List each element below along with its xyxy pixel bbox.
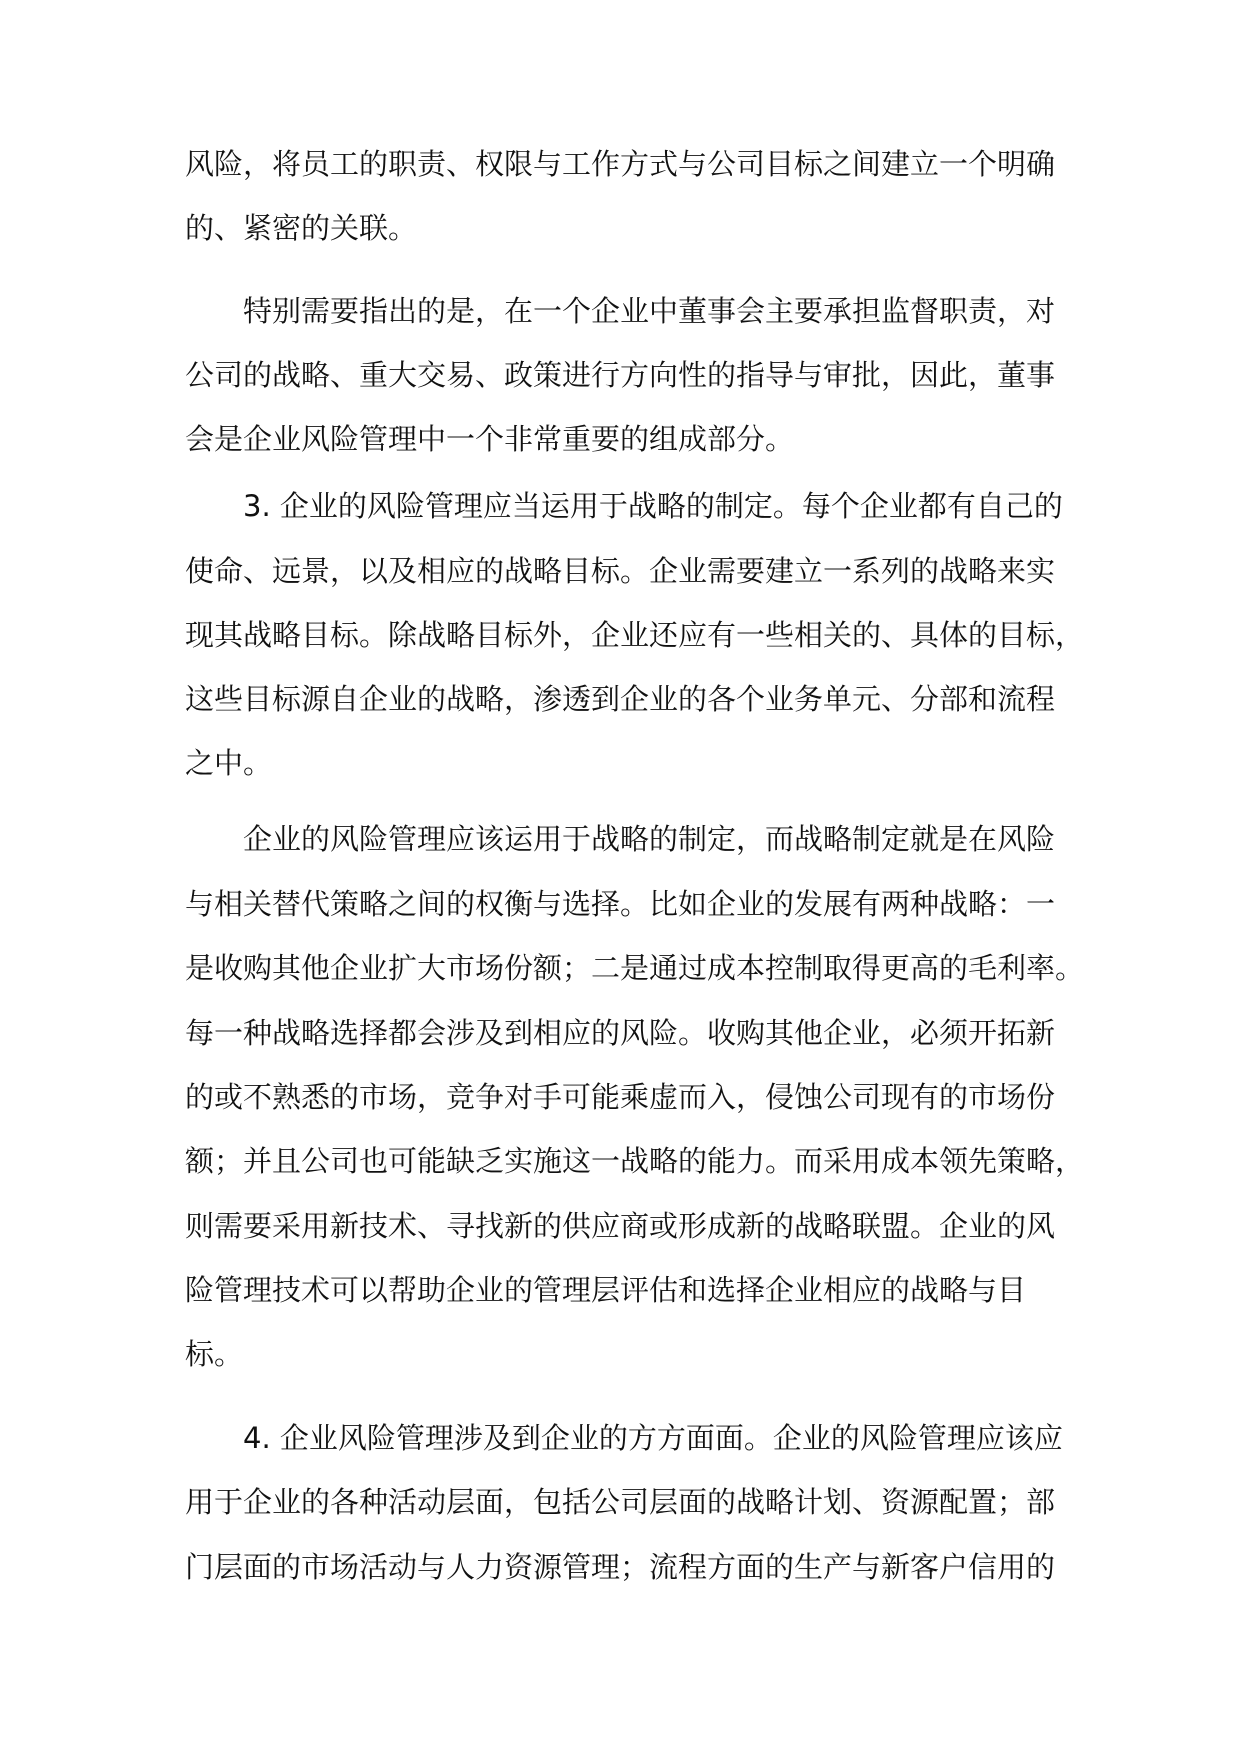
text-line: 与相关替代策略之间的权衡与选择。比如企业的发展有两种战略：一 — [185, 887, 1056, 921]
text-line: 现其战略目标。除战略目标外，企业还应有一些相关的、具体的目标， — [185, 618, 1085, 652]
text-line: 特别需要指出的是，在一个企业中董事会主要承担监督职责，对 — [243, 294, 1056, 328]
text-line: 的、紧密的关联。 — [185, 211, 418, 245]
text-line: 是收购其他企业扩大市场份额；二是通过成本控制取得更高的毛利率。 — [185, 951, 1085, 985]
text-line: 的或不熟悉的市场，竞争对手可能乘虚而入，侵蚀公司现有的市场份 — [185, 1080, 1056, 1114]
text-line: 之中。 — [185, 746, 273, 780]
text-line: 公司的战略、重大交易、政策进行方向性的指导与审批，因此，董事 — [185, 358, 1056, 392]
text-line: 这些目标源自企业的战略，渗透到企业的各个业务单元、分部和流程 — [185, 682, 1056, 716]
text-line: 企业的风险管理应该运用于战略的制定，而战略制定就是在风险 — [243, 822, 1056, 856]
text-line: 则需要采用新技术、寻找新的供应商或形成新的战略联盟。企业的风 — [185, 1209, 1056, 1243]
text-line: 风险，将员工的职责、权限与工作方式与公司目标之间建立一个明确 — [185, 147, 1056, 181]
text-line: 险管理技术可以帮助企业的管理层评估和选择企业相应的战略与目 — [185, 1273, 1027, 1307]
text-line: 用于企业的各种活动层面，包括公司层面的战略计划、资源配置；部 — [185, 1485, 1056, 1519]
text-line: 门层面的市场活动与人力资源管理；流程方面的生产与新客户信用的 — [185, 1550, 1056, 1584]
text-line: 标。 — [185, 1337, 244, 1371]
text-line: 3. 企业的风险管理应当运用于战略的制定。每个企业都有自己的 — [243, 489, 1063, 523]
text-line: 会是企业风险管理中一个非常重要的组成部分。 — [185, 422, 795, 456]
text-line: 4. 企业风险管理涉及到企业的方方面面。企业的风险管理应该应 — [243, 1421, 1063, 1455]
text-line: 使命、远景，以及相应的战略目标。企业需要建立一系列的战略来实 — [185, 554, 1056, 588]
text-line: 额；并且公司也可能缺乏实施这一战略的能力。而采用成本领先策略， — [185, 1144, 1085, 1178]
text-line: 每一种战略选择都会涉及到相应的风险。收购其他企业，必须开拓新 — [185, 1016, 1056, 1050]
